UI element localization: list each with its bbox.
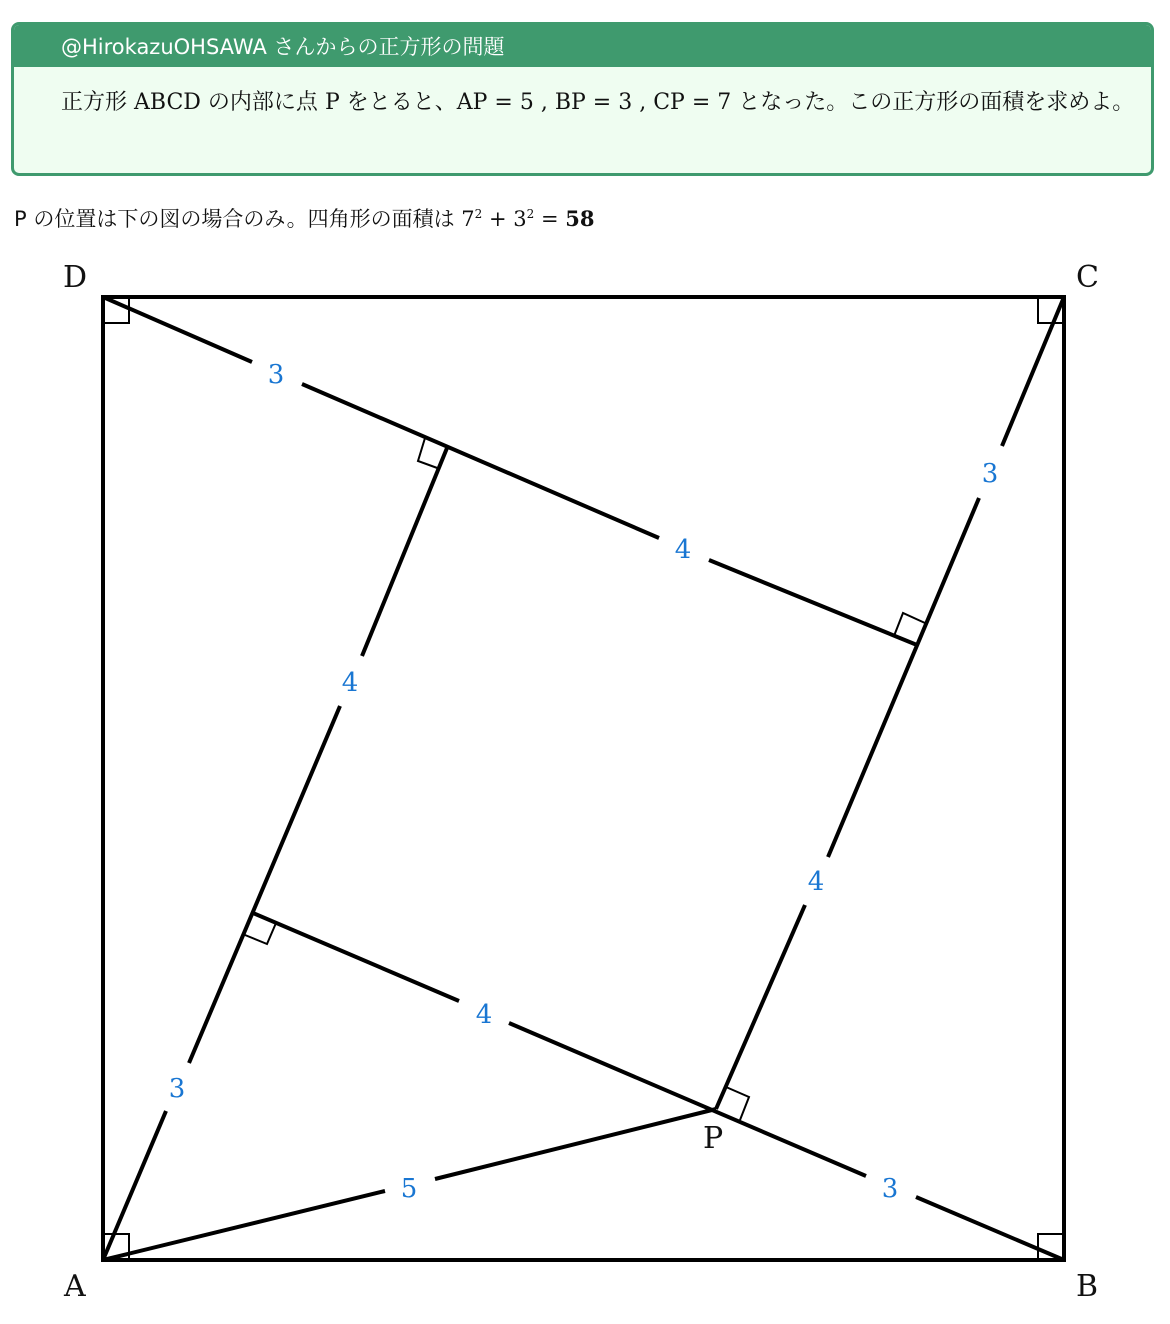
segment-f-p [828, 498, 979, 857]
statement-text: の内部に点 [200, 90, 325, 115]
statement-text: をとると、 [339, 90, 457, 115]
answer-exp: 2 [474, 207, 483, 221]
vertex-label-b: B [1076, 1269, 1099, 1304]
length-label-p-b: 3 [881, 1174, 899, 1204]
segment-p-b [509, 1023, 866, 1176]
statement-text: となった。この正方形の面積を求めよ。 [731, 90, 1135, 115]
segment-d-e [103, 297, 252, 362]
vertex-label-d: D [63, 260, 88, 295]
vertex-label-p: P [703, 1121, 724, 1156]
length-label-d-e: 3 [267, 360, 285, 390]
answer-base-3: 3 [513, 207, 527, 231]
segment-e-f [709, 560, 917, 645]
length-label-e-g: 4 [341, 668, 359, 698]
right-angle-p [726, 1087, 749, 1120]
segment-p-b-lower [916, 1197, 1064, 1260]
answer-base-7: 7 [461, 207, 475, 231]
segment-g-p [253, 913, 459, 1001]
vertex-label-c: C [1076, 260, 1099, 295]
right-angle-g [245, 923, 276, 944]
segment-f-p-lower [716, 905, 805, 1109]
statement-math-lengths: AP = 5 , BP = 3 , CP = 7 [456, 90, 732, 115]
length-label-a-g: 3 [168, 1074, 186, 1104]
answer-exp: 2 [526, 207, 535, 221]
answer-text: P の位置は下の図の場合のみ。四角形の面積は [14, 207, 462, 231]
segment-g-a-lower [103, 1111, 166, 1260]
right-angle-markers [103, 297, 1064, 1260]
answer-result: 58 [565, 206, 595, 231]
square-abcd [103, 297, 1064, 1260]
statement-text: 正方形 [61, 90, 134, 115]
length-label-f-c: 3 [981, 459, 999, 489]
statement-math-square: ABCD [134, 90, 201, 115]
vertex-label-a: A [64, 1269, 86, 1304]
length-label-f-p: 4 [807, 867, 825, 897]
problem-header: @HirokazuOHSAWA さんからの正方形の問題 [14, 25, 1151, 67]
answer-plus: + [482, 207, 514, 231]
segment-c-f [1002, 297, 1064, 446]
segment-e-g [362, 448, 447, 656]
figure-lines [103, 297, 1064, 1260]
segment-d-e-f [302, 384, 659, 538]
length-label-e-f: 4 [674, 535, 692, 565]
statement-math-point: P [324, 90, 340, 115]
length-label-g-p: 4 [475, 1000, 493, 1030]
answer-equals: = [534, 207, 566, 231]
segment-a-p-upper [435, 1109, 716, 1179]
segment-a-p [103, 1191, 385, 1260]
length-label-a-p: 5 [400, 1174, 418, 1204]
segment-g-a [189, 706, 340, 1063]
